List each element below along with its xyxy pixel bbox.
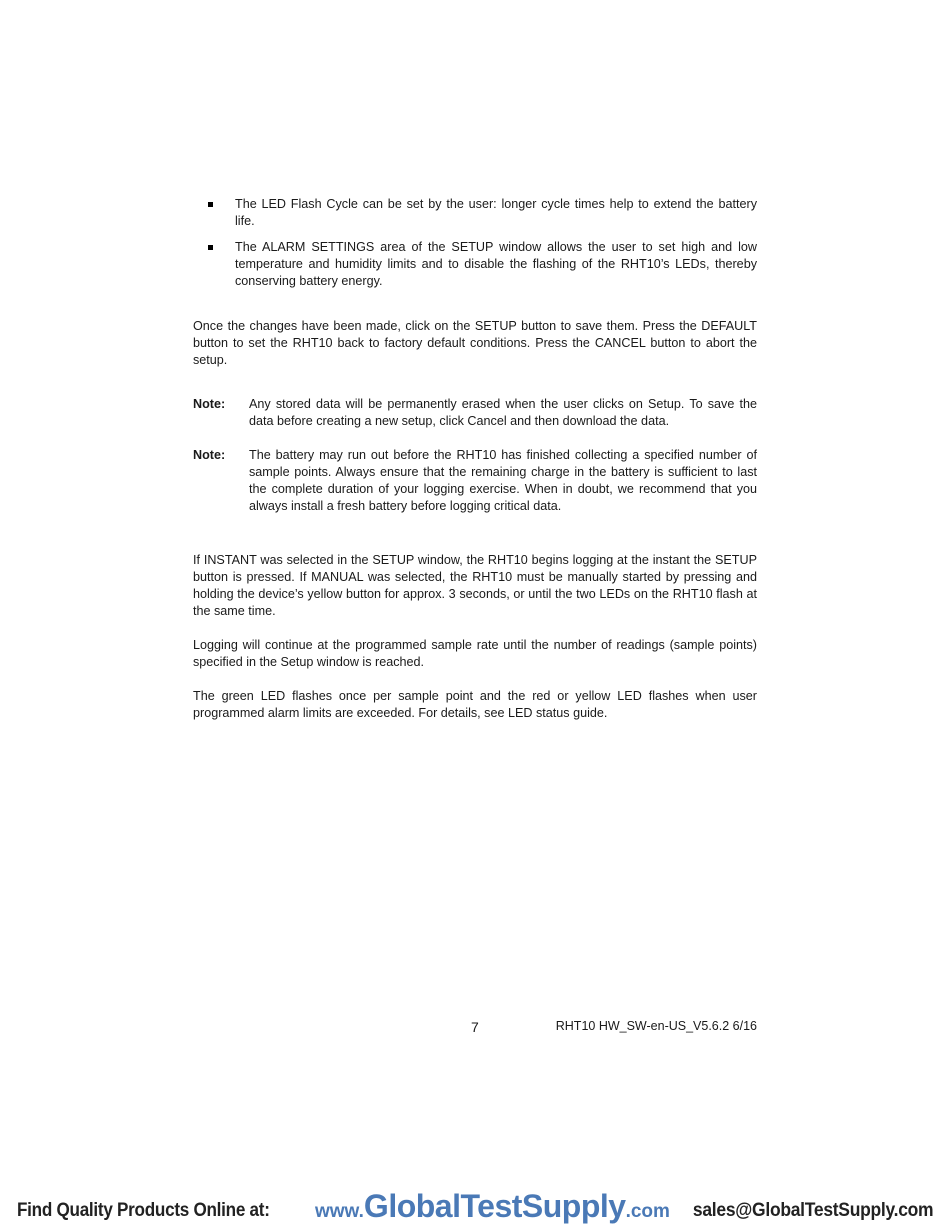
paragraph-instant-manual: If INSTANT was selected in the SETUP window, the RHT10 begins logging at the instant the SETUP button is pressed. If MANUAL was selected, the RHT10 must be manually started by pressing and holding the device’s yellow button for approx. 3 seconds, or until the two LEDs on the RHT10 flash at the same time. <box>193 553 757 618</box>
note-text: Any stored data will be permanently erased when the user clicks on Setup. To save the data before creating a new setup, click Cancel and then download the data. <box>249 397 757 428</box>
note-battery <box>193 447 757 515</box>
note-erase-data <box>193 396 757 430</box>
bullet-item-alarm-settings <box>193 239 757 290</box>
paragraph-led-flash: The green LED flashes once per sample point and the red or yellow LED flashes when user programmed alarm limits are exceeded. For details, see LED status guide. <box>193 689 757 720</box>
page-number: 7 <box>471 1019 479 1035</box>
page-body <box>193 196 757 722</box>
note-label: Note: <box>193 397 226 411</box>
note-label: Note: <box>193 448 226 462</box>
feature-bullet-list <box>193 196 757 290</box>
banner-tagline: Find Quality Products Online at: <box>17 1200 270 1221</box>
website-prefix: www. <box>315 1201 364 1222</box>
website-link[interactable] <box>315 1188 670 1225</box>
bullet-text: The LED Flash Cycle can be set by the user: longer cycle times help to extend the battery life. <box>235 197 757 228</box>
paragraph-save-setup: Once the changes have been made, click on the SETUP button to save them. Press the DEFAULT button to set the RHT10 back to factory default conditions. Press the CANCEL button to abort the setup. <box>193 319 757 367</box>
website-suffix: .com <box>625 1201 670 1222</box>
email-link[interactable]: sales@GlobalTestSupply.com <box>692 1200 933 1221</box>
website-name: GlobalTestSupply <box>363 1188 626 1224</box>
square-bullet-icon <box>208 202 213 207</box>
bullet-item-led-flash-cycle <box>193 196 757 230</box>
paragraph-logging-continue: Logging will continue at the programmed sample rate until the number of readings (sample points) specified in the Setup window is reached. <box>193 638 757 669</box>
bullet-text: The ALARM SETTINGS area of the SETUP window allows the user to set high and low temperature and humidity limits and to disable the flashing of the RHT10’s LEDs, thereby conserving battery energy. <box>235 240 757 288</box>
page-footer <box>193 1019 757 1037</box>
promo-banner <box>0 1186 950 1229</box>
document-reference: RHT10 HW_SW-en-US_V5.6.2 6/16 <box>555 1019 757 1033</box>
note-text: The battery may run out before the RHT10 has finished collecting a specified number of sample points. Always ensure that the remaining charge in the battery is sufficient to last the complete duration of your logging exercise. When in doubt, we recommend that you always install a fresh battery before logging critical data. <box>249 448 757 513</box>
square-bullet-icon <box>208 245 213 250</box>
